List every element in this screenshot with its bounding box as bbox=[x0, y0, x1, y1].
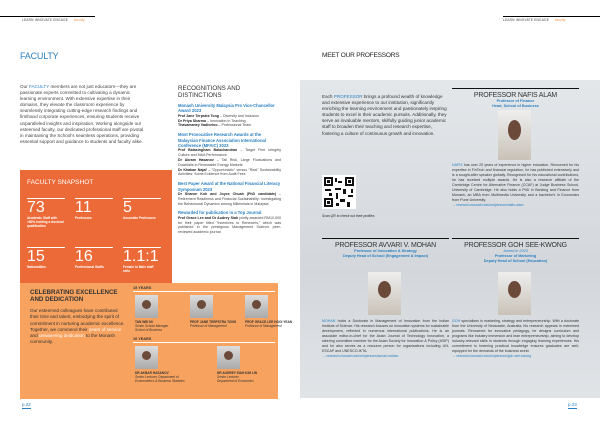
profile-link[interactable]: → research.monash.edu/en/persons/goh-see-kwong bbox=[452, 354, 531, 358]
recognition-entry: Prof Jane Terpstra Tong – Diversity and Inclusion bbox=[178, 113, 259, 118]
staff-member: TAN WEI MI Senior School Manager School of Business bbox=[135, 320, 169, 333]
recognition-entry: Dr Priya Sharma – Innovation in Teaching bbox=[178, 118, 246, 123]
professor-title: Deputy Head of School (Engagement & Impact) bbox=[342, 254, 429, 258]
professors-intro: Each PROFESSOR brings a profound wealth of knowledge and extensive experience to our institution, significantly enriching the learning environment and passionately inspiring students to excel in their academic pursuits. Additionally, they serve as invaluable mentors, skilfully guiding junior academic staff to broaden their teaching and research expertise, fostering a culture of continuous growth and innovation. bbox=[322, 94, 447, 136]
professor-title: Deputy Head of School (Education) bbox=[483, 259, 548, 263]
snapshot-stat bbox=[75, 247, 113, 269]
faculty-snapshot bbox=[20, 170, 172, 283]
staff-photo bbox=[135, 346, 158, 369]
stat-value: 73 bbox=[27, 199, 45, 216]
snapshot-stat bbox=[123, 198, 161, 220]
stat-label: Female to Male staff ratio bbox=[123, 265, 154, 274]
professor-name: PROFESSOR NAFIS ALAM bbox=[473, 92, 558, 99]
recognition-entry: Thavamaney Vadiveloo – Professional Team bbox=[178, 123, 252, 128]
professor-name: PROFESSOR GOH SEE-KWONG bbox=[464, 242, 567, 249]
stat-value: 1.1:1 bbox=[123, 248, 159, 265]
page-title-professors: MEET OUR PROFESSORS bbox=[322, 52, 400, 59]
professor-card bbox=[452, 242, 579, 264]
qr-code-icon[interactable] bbox=[322, 175, 356, 209]
professor-photo bbox=[498, 272, 531, 315]
professor-photo bbox=[368, 272, 401, 315]
service-group-label: 15 YEARS bbox=[133, 286, 275, 292]
divider bbox=[322, 238, 449, 239]
stat-value: 11 bbox=[75, 199, 92, 216]
professor-name: PROFESSOR AVVARI V. MOHAN bbox=[334, 242, 437, 249]
recognition-entry: Dr Khakan Najaf – "Opportunistic" versus "Real" Sustainability Activities: Some Evidence from Audit Fees bbox=[178, 167, 282, 177]
profile-link[interactable]: → research.monash.edu/en/persons/nafis-alam bbox=[452, 203, 524, 207]
recognition-entry: Prof Balasingham Balachandran – Target Firm Integrity Culture and M&A Performance bbox=[178, 148, 281, 158]
staff-member: DR AUDREY SIAH KIM LIN Senior Lecturer Department of Economics bbox=[217, 371, 258, 384]
recognition-heading: Most Provocative Research Awards at the Malaysian Finance Association International Conference (MFAIC) 2023 bbox=[178, 132, 267, 149]
service-group-label: 10 YEARS bbox=[133, 337, 275, 343]
stat-label: Professors bbox=[75, 216, 92, 220]
divider bbox=[452, 238, 579, 239]
professor-card bbox=[452, 92, 579, 109]
professor-title: Professor of Marketing bbox=[494, 254, 537, 258]
professor-photo bbox=[498, 110, 531, 160]
snapshot-title: FACULTY SNAPSHOT bbox=[27, 179, 94, 186]
professor-card bbox=[322, 242, 449, 259]
running-header-left: LEARN INNOVATE ENGAGE faculty bbox=[0, 16, 95, 22]
staff-photo bbox=[245, 295, 268, 318]
celebrating-title: CELEBRATING EXCELLENCE AND DEDICATION bbox=[30, 289, 118, 303]
professor-bio: MOHAN holds a Doctorate in Management of Innovation from the Indian Institute of Science. His research focuses on innovation systems for sustainable development, reflected in numerous international publications. He is an associate editor-in-chief for the Asian Journal of Technology Innovation, a steering committee member for the Asian Society for Innovation & Policy (ASIP) and he also serves as a resource person for organisations including UN-ESCAP and UNESCO-IKTA. → research.monash.edu/en/persons/avvari-mohan bbox=[322, 319, 449, 358]
snapshot-stat bbox=[27, 247, 65, 269]
faculty-intro: Our FACULTY members are not just educators—they are passionate experts committed to cultivating a dynamic learning environment. With extensive expertise in their domains, they elevate the classroom experience by seamlessly integrating cutting-edge research findings and firsthand corporate experiences, ensuring students receive unparalleled insights and inspiration. Working alongside our esteemed faculty, our dedicated professional staff are pivotal in maintaining the School's seamless operations, providing essential support and guidance to students and faculty alike. bbox=[20, 84, 144, 144]
divider bbox=[452, 88, 579, 89]
stat-label: Associate Professors bbox=[123, 216, 156, 220]
celebrating-section bbox=[20, 283, 293, 399]
profile-link[interactable]: → research.monash.edu/en/persons/avvari-mohan bbox=[322, 354, 399, 358]
snapshot-stat bbox=[75, 198, 113, 220]
professor-title: Professor of Innovation & Strategy bbox=[354, 249, 417, 253]
celebrating-text: Our esteemed colleagues have contributed their time and talent, embodying the spirit of commitment in nurturing academic excellence. Together, we commend their years of service and unwavering dedication to the Monash community. bbox=[30, 308, 125, 345]
snapshot-stat bbox=[123, 247, 161, 273]
recognitions-title: RECOGNITIONS AND DISTINCTIONS bbox=[178, 85, 241, 99]
recognition-entry: Dr Akram Hasanov – Tail Risk, Large Fluctuations and Downfalls in Renewable Energy Markets bbox=[178, 158, 281, 167]
stat-value: 16 bbox=[75, 248, 93, 265]
qr-caption: Scan QR to check out their profiles bbox=[322, 214, 375, 218]
page-number-right: p.23 bbox=[568, 402, 577, 407]
snapshot-stat bbox=[27, 198, 65, 229]
stat-value: 15 bbox=[27, 248, 45, 265]
professor-bio: GOH specialises in marketing, strategy and entrepreneurship. With a doctorate from the University of Newcastle, Australia, his research appears in esteemed journals. Renowned for innovative pedagogy, he designs curriculum and programs like industry immersion and lean entrepreneurship, aiming to develop industry-relevant skills in students through engaging learning experiences. His commitment to fostering practical knowledge ensures graduates are well-equipped for the demands of the business world. → research.monash.edu/en/persons/goh-see-kwong bbox=[452, 319, 579, 358]
stat-label: Professional Staffs bbox=[75, 265, 104, 269]
staff-photo bbox=[217, 346, 240, 369]
joined-note: Joined in 2023 bbox=[503, 249, 528, 253]
staff-member: PROF GRACE LEE HOOI YEAN Professor of Management bbox=[245, 320, 293, 329]
recognition-entry: Prof Grace Lee and Dr Audrey Siah jointly awarded RM10,000 for their paper titled "Incentives to Renewers," which was published in the prestigious Management Science peer-reviewed academic journal bbox=[178, 215, 281, 235]
page-title-faculty: FACULTY bbox=[20, 51, 59, 61]
recognition-entry: Dr Sharon Koh and Joyce Chuah (PhD candidate) – Retirement Readiness and Financial Sustainability: Investigating the Behavioural Dynamics among Millennials in Malaysia bbox=[178, 192, 282, 206]
staff-member: DR AKBAR HASANOV Senior Lecturer, Department of Econometrics & Business Statistics bbox=[135, 371, 185, 384]
recognitions-section bbox=[178, 85, 281, 235]
stat-label: Academic Staff with >80% holding a doctoral qualification bbox=[27, 216, 64, 229]
stat-value: 5 bbox=[123, 199, 132, 216]
recognition-heading: Best Paper Award at the National Financial Literacy Symposium 2023 bbox=[178, 181, 281, 192]
staff-photo bbox=[135, 295, 158, 318]
professor-bio: NAFIS has over 20 years of experience in higher education. Renowned for his expertise in FinTech and financial regulation, he has published extensively and is a sought-after speaker globally. Recognised for his educational contributions, he has received multiple awards. He is also a research affiliate of the Cambridge Centre for Alternative Finance (CCAF) at Judge Business School, University of Cambridge. He also holds a PhD in Banking and Finance from Monash, an MBA from Multimedia University and a bachelor's in Economics from Pune University. → research.monash.edu/en/persons/nafis-alam bbox=[452, 163, 579, 207]
page-number-left: p.22 bbox=[22, 402, 31, 407]
professor-title: Head, School of Business bbox=[492, 104, 539, 108]
stat-label: Nationalities bbox=[27, 265, 46, 269]
recognition-heading: Monash University Malaysia Pro Vice-Chancellor Award 2023 bbox=[178, 103, 275, 114]
staff-photo bbox=[190, 295, 213, 318]
professor-title: Professor of Finance bbox=[496, 99, 535, 103]
staff-member: PROF JANE TERPSTRA TONG Professor of Management bbox=[190, 320, 237, 329]
recognition-heading: Rewarded for publication in a Top Journal bbox=[178, 210, 262, 216]
running-header-right: LEARN INNOVATE ENGAGE faculty bbox=[503, 16, 600, 22]
